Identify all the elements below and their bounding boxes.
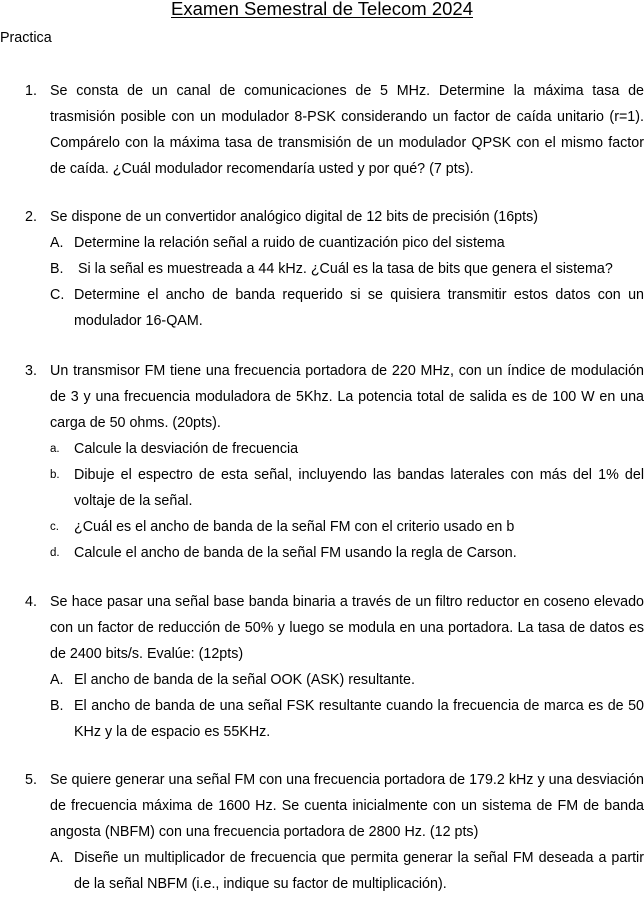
sub-item-text: Calcule la desviación de frecuencia	[74, 441, 299, 457]
sub-item	[50, 436, 644, 462]
sub-item-marker: A.	[50, 235, 64, 251]
exam-title: Examen Semestral de Telecom 2024	[171, 0, 473, 19]
sub-item-text: Calcule el ancho de banda de la señal FM usando la regla de Carson.	[74, 545, 517, 561]
question-text: Se dispone de un convertidor analógico digital de 12 bits de precisión (16pts)	[50, 209, 538, 225]
sub-item-marker: A.	[50, 850, 64, 866]
sub-item-text: ¿Cuál es el ancho de banda de la señal FM con el criterio usado en b	[74, 519, 515, 535]
sub-item	[50, 462, 644, 514]
sub-item-marker: d.	[50, 547, 60, 559]
sub-item	[50, 514, 644, 540]
sub-item-text: Determine el ancho de banda requerido si se quisiera transmitir estos datos con un modulador 16-QAM.	[74, 287, 644, 329]
sub-item-text: Si la señal es muestreada a 44 kHz. ¿Cuál es la tasa de bits que genera el sistema?	[74, 261, 613, 277]
sub-item-text: El ancho de banda de una señal FSK resultante cuando la frecuencia de marca es de 50 KHz y la de espacio es 55KHz.	[74, 698, 644, 740]
question-4	[0, 589, 644, 745]
sub-item-marker: B.	[50, 698, 64, 714]
question-text: Se hace pasar una señal base banda binaria a través de un filtro reductor en coseno elevado con un factor de reducción de 50% y luego se modula en una portadora. La tasa de datos es de 2400 bits/s. Evalúe: (12pts)	[50, 594, 644, 662]
question-number: 3.	[25, 363, 37, 379]
sub-item	[50, 693, 644, 745]
sub-item-text: Determine la relación señal a ruido de cuantización pico del sistema	[74, 235, 505, 251]
sub-item-marker: A.	[50, 672, 64, 688]
question-number: 5.	[25, 772, 37, 788]
sub-item-marker: B.	[50, 261, 64, 277]
sub-item	[50, 540, 644, 566]
section-label: Practica	[0, 30, 52, 46]
sub-item-text: Diseñe un multiplicador de frecuencia que permita generar la señal FM deseada a partir de la señal NBFM (i.e., indique su factor de multiplicación).	[74, 850, 644, 892]
question-number: 2.	[25, 209, 37, 225]
sub-item	[50, 845, 644, 897]
question-1	[0, 78, 644, 182]
question-5	[0, 767, 644, 897]
sub-item-marker: a.	[50, 443, 60, 455]
question-2	[0, 204, 644, 334]
sub-item-marker: b.	[50, 469, 60, 481]
sub-item-text: El ancho de banda de la señal OOK (ASK) resultante.	[74, 672, 415, 688]
sub-item-marker: C.	[50, 287, 65, 303]
sub-item	[50, 667, 644, 693]
sub-item-marker: c.	[50, 521, 59, 533]
sub-item-text: Dibuje el espectro de esta señal, incluyendo las bandas laterales con más del 1% del voltaje de la señal.	[74, 467, 644, 509]
sub-item	[50, 256, 644, 282]
sub-item	[50, 282, 644, 334]
question-text: Un transmisor FM tiene una frecuencia portadora de 220 MHz, con un índice de modulación de 3 y una frecuencia moduladora de 5Khz. La potencia total de salida es de 100 W en una carga de 50 ohms. (20pts).	[50, 363, 644, 431]
question-3	[0, 358, 644, 566]
sub-item	[50, 230, 644, 256]
question-text: Se consta de un canal de comunicaciones de 5 MHz. Determine la máxima tasa de trasmisión posible con un modulador 8-PSK considerando un factor de caída unitario (r=1). Compárelo con la máxima tasa de transmisión de un modulador QPSK con el mismo factor de caída. ¿Cuál modulador recomendaría usted y por qué? (7 pts).	[50, 83, 644, 177]
question-text: Se quiere generar una señal FM con una frecuencia portadora de 179.2 kHz y una desviación de frecuencia máxima de 1600 Hz. Se cuenta inicialmente con un sistema de FM de banda angosta (NBFM) con una frecuencia portadora de 2800 Hz. (12 pts)	[50, 772, 644, 840]
question-number: 4.	[25, 594, 37, 610]
question-number: 1.	[25, 83, 37, 99]
